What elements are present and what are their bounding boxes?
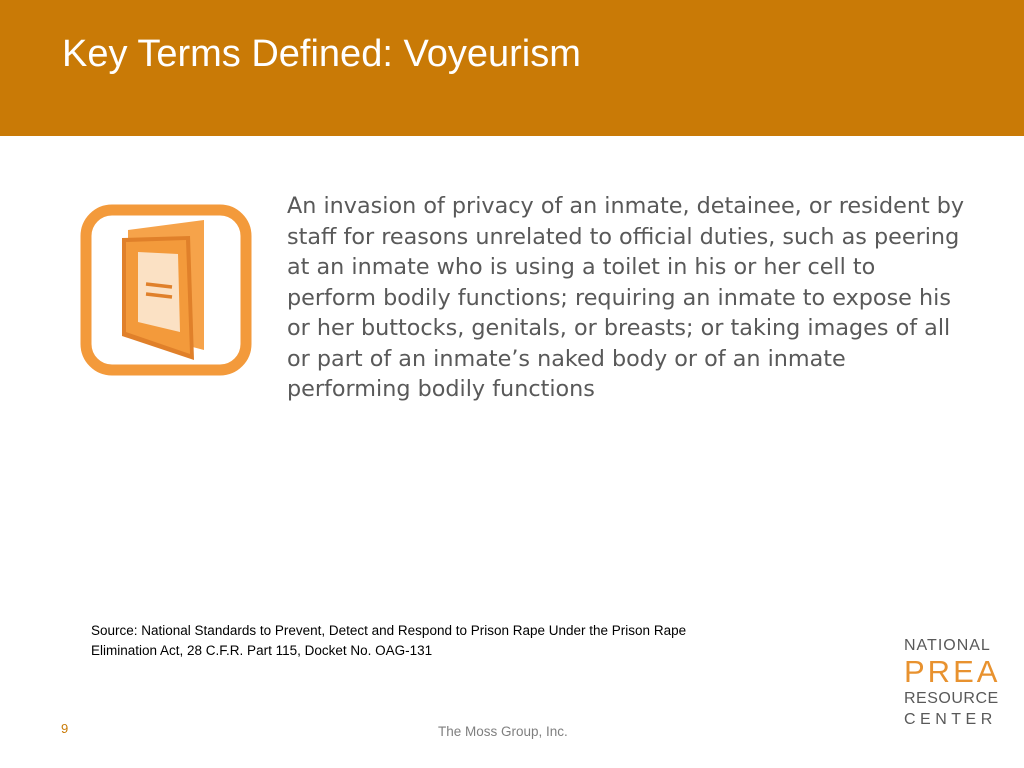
logo-prea: PREA bbox=[904, 654, 1001, 689]
source-line-1: Source: National Standards to Prevent, Detect and Respond to Prison Rape Under the Prison Rape bbox=[91, 623, 687, 638]
footer-company: The Moss Group, Inc. bbox=[438, 724, 568, 739]
source-line-2: Elimination Act, 28 C.F.R. Part 115, Docket No. OAG-131 bbox=[91, 643, 433, 658]
page-number: 9 bbox=[61, 721, 69, 736]
logo-resource: RESOURCE bbox=[904, 690, 999, 707]
title-bar bbox=[0, 0, 1024, 136]
logo-center: CENTER bbox=[904, 711, 997, 728]
slide-title: Key Terms Defined: Voyeurism bbox=[62, 33, 581, 75]
source-citation bbox=[91, 621, 791, 661]
national-prea-resource-center-logo bbox=[904, 636, 1004, 730]
book-document-icon bbox=[80, 204, 252, 376]
logo-national: NATIONAL bbox=[904, 637, 991, 654]
definition-text: An invasion of privacy of an inmate, detainee, or resident by staff for reasons unrelated to official duties, such as peering at an inmate who is using a toilet in his or her cell to perform bodily functions; requiring an inmate to expose his or her buttocks, genitals, or breasts; or taking images of all or part of an inmate’s naked body or of an inmate performing bodily functions bbox=[287, 193, 965, 402]
